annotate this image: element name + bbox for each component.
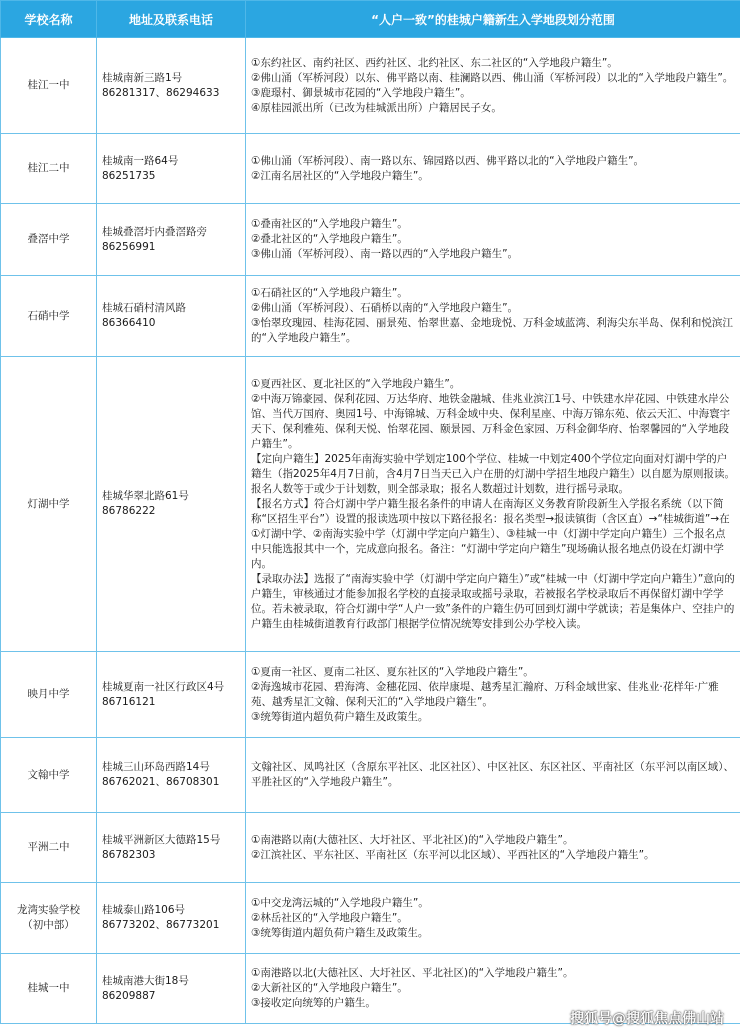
scope-line: 文翰社区、凤鸣社区（含原东平社区、北区社区）、中区社区、东区社区、平南社区（东平河以南区域）、平胜社区的“入学地段户籍生”。 [251, 761, 734, 788]
table-header-row [1, 1, 740, 38]
scope-cell [246, 357, 740, 652]
scope-line: ②海逸城市花园、碧海湾、金穗花园、依岸康堤、越秀星汇瀚府、万科金域世家、佳兆业·花样年·广雅苑、越秀星汇文翰、保利天汇的“入学地段户籍生”。 [251, 680, 719, 708]
school-address: 桂城叠滘圩内叠滘路旁 [102, 225, 207, 238]
school-phone: 86762021、86708301 [102, 776, 220, 788]
scope-line: ②中海万锦豪园、保利花园、万达华府、地铁金融城、佳兆业滨江1号、中铁建水岸花园、中铁建水岸公馆、当代万国府、奥园1号、中海锦城、万科金域中央、保利星座、中海万锦东苑、依云天汇、中海寰宇天下、保利雅苑、保利天悦、怡翠花园、颐景园、万科金色家园、万科金御华府、怡翠馨园的“入学地段户籍生”。 [251, 392, 731, 450]
scope-line: ①佛山涌（军桥河段）、南一路以东、锦园路以西、佛平路以北的“入学地段户籍生”。 [251, 154, 645, 167]
school-address: 桂城夏南一社区行政区4号 [102, 680, 225, 693]
header-address: 地址及联系电话 [97, 1, 246, 38]
table-row [1, 276, 740, 357]
school-name-cell [1, 738, 97, 813]
scope-line: 【录取办法】选报了“南海实验中学（灯湖中学定向户籍生）”或“桂城一中（灯湖中学定向户籍生）”意向的户籍生，审核通过才能参加报名学校的直接录取或摇号录取，若被报名学校录取后不再保留灯湖中学学位。若未被录取，符合灯湖中学“人户一致”条件的户籍生仍可回到灯湖中学就读；若是集体户、空挂户的户籍生由桂城街道教育行政部门根据学位情况统筹安排到公办学校入读。 [251, 572, 735, 630]
school-name: 映月中学 [27, 688, 70, 700]
school-phone: 86209887 [102, 989, 156, 1002]
school-phone: 86716121 [102, 695, 156, 708]
table-row [1, 652, 740, 738]
table-row [1, 204, 740, 276]
address-cell [97, 357, 246, 652]
table-row [1, 357, 740, 652]
scope-line: ③接收定向统筹的户籍生。 [251, 997, 376, 1009]
watermark: 搜狐号@搜狐焦点佛山站 [570, 1011, 724, 1027]
school-phone: 86281317、86294633 [102, 86, 220, 99]
scope-line: ③统筹街道内超负荷户籍生及政策生。 [251, 926, 429, 939]
scope-cell [246, 813, 740, 883]
address-cell [97, 954, 246, 1024]
scope-line: ②叠北社区的“入学地段户籍生”。 [251, 233, 408, 245]
school-phone: 86782303 [102, 848, 156, 861]
scope-line: ①南港路以北(大德社区、大圩社区、平北社区)的“入学地段户籍生”。 [251, 967, 574, 979]
school-name-cell [1, 652, 97, 738]
school-name: 叠滘中学 [27, 233, 70, 245]
school-name-cell [1, 204, 97, 276]
scope-line: ②林岳社区的“入学地段户籍生”。 [251, 911, 408, 924]
school-name-cell [1, 38, 97, 134]
scope-cell [246, 38, 740, 134]
table-row [1, 883, 740, 954]
school-phone: 86773202、86773201 [102, 919, 220, 931]
address-cell [97, 134, 246, 204]
school-name-cell [1, 357, 97, 652]
address-cell [97, 738, 246, 813]
scope-line: 【报名方式】符合灯湖中学户籍生报名条件的申请人在南海区义务教育阶段新生入学报名系统（以下简称“区招生平台”）设置的报读选项中按以下路径报名：报名类型→报读镇街（含区直）→“桂城街道”→在①灯湖中学、②南海实验中学（灯湖中学定向户籍生）、③桂城一中（灯湖中学定向户籍生）三个报名点中只能选报其中一个，完成意向报名。备注：“灯湖中学定向户籍生”现场确认报名地点仍设在灯湖中学内。 [251, 497, 730, 570]
school-name: 文翰中学 [27, 768, 70, 781]
school-name: 桂江一中 [27, 79, 70, 91]
school-name-cell [1, 276, 97, 357]
scope-line: ①夏南一社区、夏南二社区、夏东社区的“入学地段户籍生”。 [251, 665, 534, 678]
school-name-cell [1, 883, 97, 954]
table-row [1, 38, 740, 134]
school-address: 桂城泰山路106号 [102, 904, 186, 916]
scope-cell [246, 883, 740, 954]
header-school: 学校名称 [1, 1, 97, 38]
school-name: 平洲二中 [27, 841, 70, 853]
school-name-cell [1, 134, 97, 204]
scope-line: ④原桂园派出所（已改为桂城派出所）户籍居民子女。 [251, 101, 502, 114]
address-cell [97, 813, 246, 883]
scope-line: ③鹿璟村、御景城市花园的“入学地段户籍生”。 [251, 86, 471, 99]
address-cell [97, 652, 246, 738]
school-phone: 86786222 [102, 505, 156, 517]
scope-line: ①中交龙湾沄城的“入学地段户籍生”。 [251, 896, 429, 909]
school-name: 桂城一中 [27, 982, 70, 994]
address-cell [97, 38, 246, 134]
scope-line: ③佛山涌（军桥河段）、南一路以西的“入学地段户籍生”。 [251, 248, 519, 260]
scope-line: ①南港路以南(大德社区、大圩社区、平北社区)的“入学地段户籍生”。 [251, 833, 574, 846]
address-cell [97, 204, 246, 276]
school-address: 桂城南新三路1号 [102, 71, 183, 84]
scope-line: ②佛山涌（军桥河段）、石硝桥以南的“入学地段户籍生”。 [251, 302, 519, 314]
scope-cell [246, 204, 740, 276]
school-address: 桂城南港大街18号 [102, 974, 189, 987]
scope-line: ①叠南社区的“入学地段户籍生”。 [251, 218, 408, 230]
scope-line: 【定向户籍生】2025年南海实验中学划定100个学位、桂城一中划定400个学位定向面对灯湖中学的户籍生（指2025年4月7日前，含4月7日当天已入户在册的灯湖中学招生地段户籍生）以自愿为原则报读。报名人数等于或少于计划数，则全部录取；报名人数超过计划数，进行摇号录取。 [251, 452, 735, 495]
scope-line: ①夏西社区、夏北社区的“入学地段户籍生”。 [251, 377, 461, 390]
scope-line: ①石硝社区的“入学地段户籍生”。 [251, 287, 408, 299]
scope-cell [246, 134, 740, 204]
address-cell [97, 276, 246, 357]
header-scope: “人户一致”的桂城户籍新生入学地段划分范围 [246, 1, 740, 38]
scope-line: ③怡翠玫瑰园、桂海花园、丽景苑、怡翠世嘉、金地珑悦、万科金域蓝湾、利海尖东半岛、保利和悦滨江的“入学地段户籍生”。 [251, 317, 733, 344]
school-name-cell [1, 954, 97, 1024]
table-row [1, 134, 740, 204]
school-name: 龙湾实验学校 [17, 904, 80, 916]
scope-line: ②大新社区的“入学地段户籍生”。 [251, 982, 408, 994]
scope-line: ②江滨社区、平东社区、平南社区（东平河以北区域）、平西社区的“入学地段户籍生”。 [251, 848, 655, 861]
school-name: 桂江二中 [27, 162, 70, 174]
scope-line: ②佛山涌（军桥河段）以东、佛平路以南、桂澜路以西、佛山涌（军桥河段）以北的“入学地段户籍生”。 [251, 71, 734, 84]
table-row [1, 738, 740, 813]
school-address: 桂城三山环岛西路14号 [102, 761, 210, 773]
scope-line: ②江南名居社区的“入学地段户籍生”。 [251, 169, 429, 182]
table-row [1, 813, 740, 883]
school-name-cell [1, 813, 97, 883]
school-address: 桂城华翠北路61号 [102, 490, 189, 502]
school-address: 桂城石硝村清风路 [102, 302, 186, 314]
address-cell [97, 883, 246, 954]
school-name: 灯湖中学 [27, 497, 70, 510]
school-name-suffix: （初中部） [22, 919, 75, 931]
scope-cell [246, 738, 740, 813]
school-phone: 86251735 [102, 169, 156, 182]
school-address: 桂城南一路64号 [102, 154, 179, 167]
scope-line: ③统筹街道内超负荷户籍生及政策生。 [251, 710, 429, 723]
scope-cell [246, 276, 740, 357]
school-phone: 86366410 [102, 317, 156, 329]
school-name: 石硝中学 [27, 309, 70, 322]
scope-line: ①东约社区、南约社区、西约社区、北约社区、东二社区的“入学地段户籍生”。 [251, 56, 618, 69]
school-address: 桂城平洲新区大德路15号 [102, 833, 221, 846]
school-phone: 86256991 [102, 240, 156, 253]
scope-cell [246, 652, 740, 738]
